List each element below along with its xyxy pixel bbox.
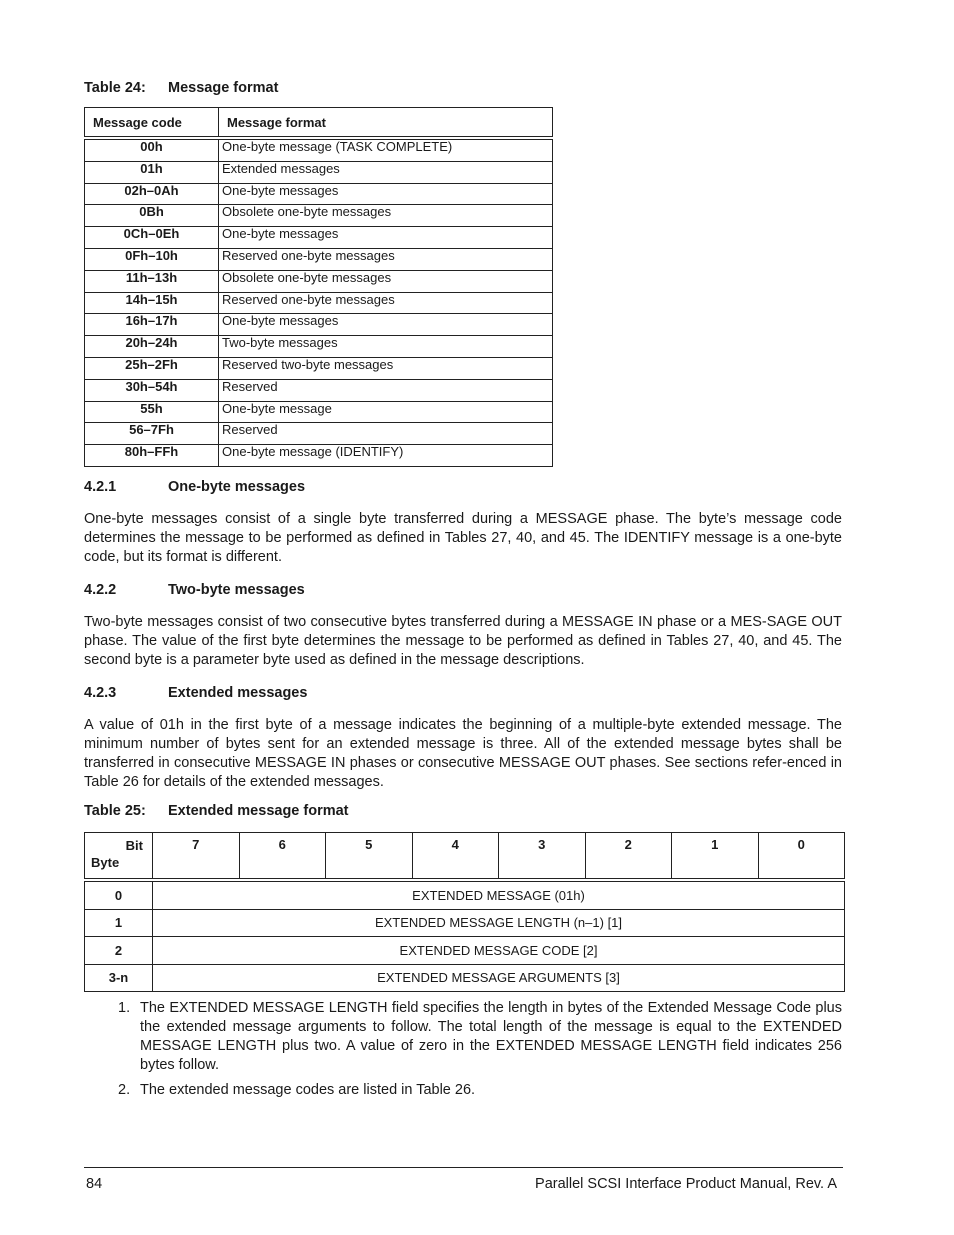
message-format-cell: Reserved one-byte messages — [219, 292, 553, 314]
byte-number-cell: 0 — [85, 880, 153, 909]
message-format-cell: One-byte messages — [219, 227, 553, 249]
section-title: Extended messages — [168, 685, 308, 701]
header-message-code: Message code — [85, 108, 219, 139]
table-row — [85, 379, 553, 401]
field-content-cell: EXTENDED MESSAGE LENGTH (n–1) [1] — [153, 909, 845, 937]
message-format-cell: Reserved two-byte messages — [219, 357, 553, 379]
list-item — [114, 1081, 842, 1100]
bit-header-2: 2 — [585, 833, 672, 881]
section-heading-4-2-2 — [84, 582, 305, 598]
table-row — [85, 401, 553, 423]
table-row — [85, 357, 553, 379]
section-paragraph-4-2-3: A value of 01h in the first byte of a message indicates the beginning of a multiple-byte extended message. The minimum number of bytes sent for an extended message is three. All of the extended message bytes shall be transferred in consecutive MESSAGE IN phases or consecutive MESSAGE OUT phases. See sections refer-enced in Table 26 for details of the extended messages. — [84, 717, 842, 790]
message-code-cell: 55h — [85, 401, 219, 423]
table25-caption-title: Extended message format — [168, 803, 349, 819]
note-number: 2. — [118, 1082, 131, 1098]
message-code-cell: 30h–54h — [85, 379, 219, 401]
table-row — [85, 292, 553, 314]
corner-byte-label: Byte — [91, 855, 120, 870]
message-code-cell: 14h–15h — [85, 292, 219, 314]
message-format-cell: Two-byte messages — [219, 336, 553, 358]
page-number: 84 — [86, 1176, 103, 1192]
section-paragraph-4-2-2: Two-byte messages consist of two consecutive bytes transferred during a MESSAGE IN phase or a MES-SAGE OUT phase. The value of the first byte determines the message to be performed as defined in Tables 27, 40, and 45. The second byte is a parameter byte used as defined in the message descriptions. — [84, 614, 842, 668]
field-content-cell: EXTENDED MESSAGE ARGUMENTS [3] — [153, 964, 845, 992]
bit-header-7: 7 — [153, 833, 240, 881]
bit-header-4: 4 — [412, 833, 499, 881]
extended-message-format-table — [84, 832, 845, 992]
table-row — [85, 138, 553, 161]
byte-number-cell: 3-n — [85, 964, 153, 992]
table-row — [85, 314, 553, 336]
note-text: The EXTENDED MESSAGE LENGTH field specifies the length in bytes of the Extended Message Code plus the extended message arguments to follow. The total length of the message is equal to the EXTENDED MESSAGE LENGTH plus two. A value of zero in the EXTENDED MESSAGE LENGTH field indicates 256 bytes follow. — [140, 1000, 842, 1073]
message-code-cell: 0Fh–10h — [85, 248, 219, 270]
message-format-cell: Extended messages — [219, 161, 553, 183]
note-text: The extended message codes are listed in Table 26. — [140, 1082, 476, 1098]
message-code-cell: 0Bh — [85, 205, 219, 227]
header-message-format: Message format — [219, 108, 553, 139]
bit-header-0: 0 — [758, 833, 845, 881]
message-code-cell: 02h–0Ah — [85, 183, 219, 205]
section-number: 4.2.1 — [84, 479, 117, 495]
message-format-cell: One-byte message — [219, 401, 553, 423]
table24-caption-title: Message format — [168, 80, 279, 96]
table-row — [85, 909, 845, 937]
table-row — [85, 964, 845, 992]
footer-divider — [84, 1167, 843, 1168]
corner-bit-label: Bit — [125, 838, 143, 853]
bit-byte-corner-cell — [85, 833, 153, 881]
byte-number-cell: 2 — [85, 937, 153, 965]
table-row — [85, 183, 553, 205]
message-format-cell: One-byte message (TASK COMPLETE) — [219, 138, 553, 161]
note-number: 1. — [118, 1000, 131, 1016]
table-row — [85, 423, 553, 445]
table-row — [85, 937, 845, 965]
message-format-table-body — [85, 138, 553, 466]
message-code-cell: 01h — [85, 161, 219, 183]
message-code-cell: 20h–24h — [85, 336, 219, 358]
message-format-cell: One-byte message (IDENTIFY) — [219, 445, 553, 467]
table-row — [85, 227, 553, 249]
message-format-cell: Obsolete one-byte messages — [219, 205, 553, 227]
section-number: 4.2.2 — [84, 582, 117, 598]
message-code-cell: 56–7Fh — [85, 423, 219, 445]
message-format-cell: Reserved — [219, 379, 553, 401]
message-code-cell: 25h–2Fh — [85, 357, 219, 379]
bit-header-5: 5 — [326, 833, 413, 881]
byte-number-cell: 1 — [85, 909, 153, 937]
message-format-cell: One-byte messages — [219, 183, 553, 205]
message-format-cell: One-byte messages — [219, 314, 553, 336]
message-code-cell: 00h — [85, 138, 219, 161]
message-format-cell: Obsolete one-byte messages — [219, 270, 553, 292]
message-format-table — [84, 107, 553, 467]
section-number: 4.2.3 — [84, 685, 117, 701]
table-row — [85, 248, 553, 270]
list-item — [114, 999, 842, 1075]
message-code-cell: 16h–17h — [85, 314, 219, 336]
section-title: Two-byte messages — [168, 582, 305, 598]
field-content-cell: EXTENDED MESSAGE (01h) — [153, 880, 845, 909]
message-code-cell: 80h–FFh — [85, 445, 219, 467]
message-format-cell: Reserved — [219, 423, 553, 445]
section-heading-4-2-1 — [84, 479, 305, 495]
section-title: One-byte messages — [168, 479, 306, 495]
table-row — [85, 445, 553, 467]
table24-caption-number: Table 24: — [84, 80, 146, 96]
extended-message-table-body — [85, 880, 845, 992]
section-paragraph-4-2-1: One-byte messages consist of a single byte transferred during a MESSAGE phase. The byte’s message code determines the message to be performed as defined in Tables 27, 40, and 45. The IDENTIFY message is a one-byte code, but its format is different. — [84, 511, 842, 565]
table24-caption — [84, 80, 278, 96]
message-code-cell: 11h–13h — [85, 270, 219, 292]
message-format-cell: Reserved one-byte messages — [219, 248, 553, 270]
table-row — [85, 205, 553, 227]
message-code-cell: 0Ch–0Eh — [85, 227, 219, 249]
table-notes-list — [114, 999, 842, 1106]
table25-caption — [84, 803, 349, 819]
bit-header-6: 6 — [239, 833, 326, 881]
table-row — [85, 880, 845, 909]
section-heading-4-2-3 — [84, 685, 307, 701]
manual-title: Parallel SCSI Interface Product Manual, Rev. A — [535, 1176, 837, 1192]
bit-header-3: 3 — [499, 833, 586, 881]
bit-header-1: 1 — [672, 833, 759, 881]
table-row — [85, 270, 553, 292]
table-row — [85, 336, 553, 358]
table25-caption-number: Table 25: — [84, 803, 146, 819]
field-content-cell: EXTENDED MESSAGE CODE [2] — [153, 937, 845, 965]
table-row — [85, 161, 553, 183]
